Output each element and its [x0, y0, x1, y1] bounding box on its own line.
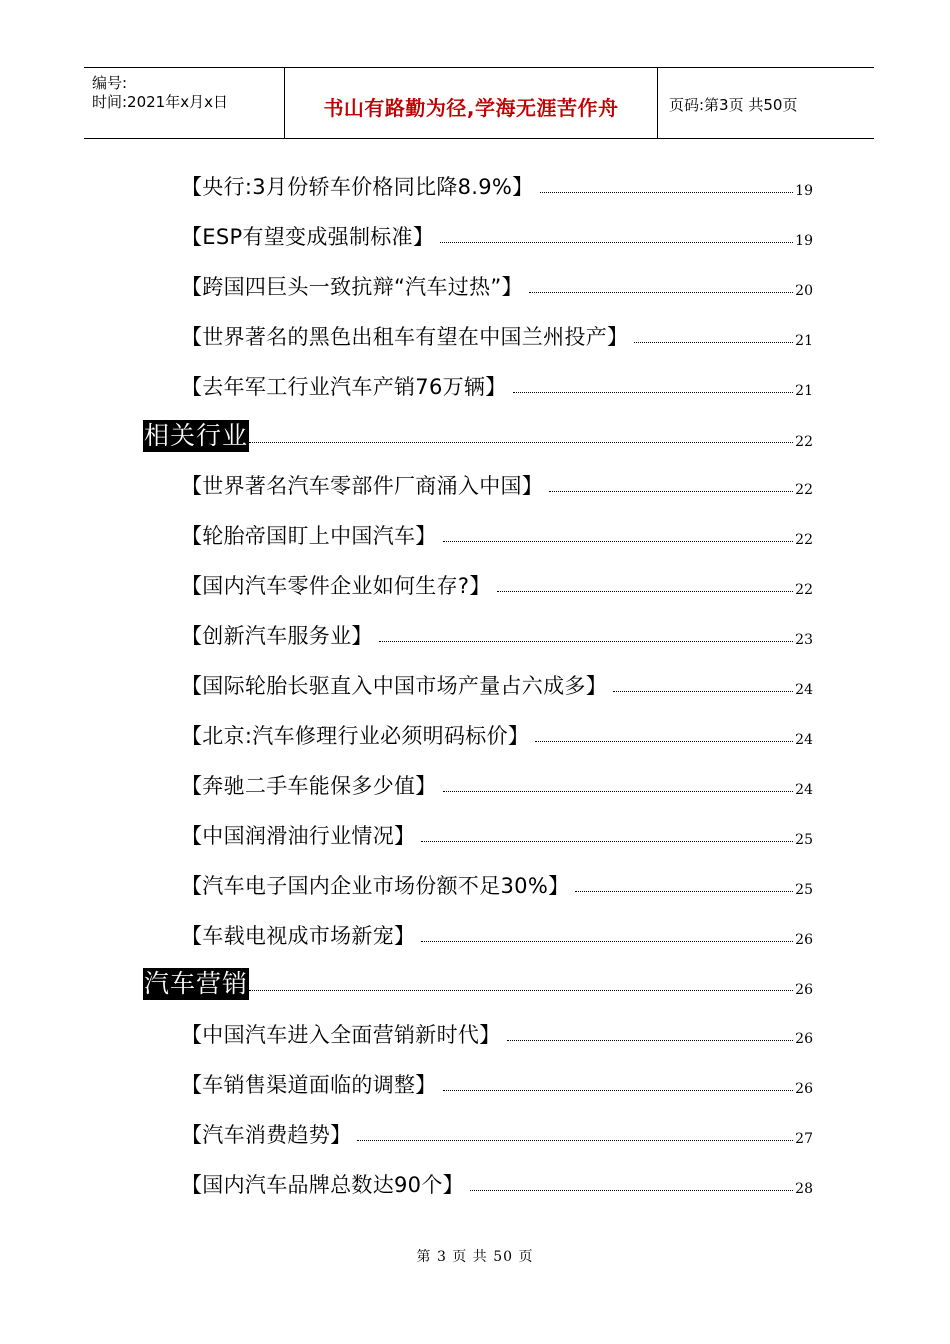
toc-entry[interactable]: [181, 167, 813, 201]
toc-entry-page: 24: [795, 782, 813, 798]
toc-entry-title: 【北京:汽车修理行业必须明码标价】: [181, 724, 530, 748]
dot-leader: [443, 1090, 794, 1091]
dot-leader: [421, 841, 793, 842]
toc-entry-title: 【去年军工行业汽车产销76万辆】: [181, 375, 507, 399]
toc-section[interactable]: [143, 416, 813, 452]
dot-leader: [634, 342, 793, 343]
toc-entry-page: 25: [795, 882, 813, 898]
toc-entry-title: 【世界著名的黑色出租车有望在中国兰州投产】: [181, 325, 629, 349]
toc-entry-title: 【汽车电子国内企业市场份额不足30%】: [181, 874, 570, 898]
toc-section-page: 22: [795, 434, 813, 450]
dot-leader: [470, 1190, 793, 1191]
dot-leader: [357, 1140, 793, 1141]
toc-entry[interactable]: [181, 466, 813, 500]
toc-entry-page: 27: [795, 1131, 813, 1147]
dot-leader: [249, 990, 793, 991]
toc-entry-page: 21: [795, 333, 813, 349]
toc-entry-title: 【车销售渠道面临的调整】: [181, 1073, 437, 1097]
toc-entry-page: 22: [795, 582, 813, 598]
dot-leader: [507, 1040, 794, 1041]
dot-leader: [549, 491, 793, 492]
toc-entry[interactable]: [181, 816, 813, 850]
toc-entry-title: 【国内汽车零件企业如何生存?】: [181, 574, 491, 598]
toc-entry-page: 19: [795, 233, 813, 249]
toc-entry[interactable]: [181, 1115, 813, 1149]
toc-entry-page: 26: [795, 1081, 813, 1097]
toc-entry-title: 【创新汽车服务业】: [181, 624, 373, 648]
number-label: 编号:: [92, 74, 128, 92]
toc-entry[interactable]: [181, 317, 813, 351]
toc-entry[interactable]: [181, 217, 813, 251]
dot-leader: [529, 292, 793, 293]
dot-leader: [443, 541, 794, 542]
toc-entry-page: 26: [795, 1031, 813, 1047]
dot-leader: [421, 941, 793, 942]
toc-entry-page: 23: [795, 632, 813, 648]
toc-entry[interactable]: [181, 1015, 813, 1049]
page-header: [84, 67, 874, 139]
toc-entry-title: 【国际轮胎长驱直入中国市场产量占六成多】: [181, 674, 607, 698]
toc-section-page: 26: [795, 982, 813, 998]
toc-entry-page: 19: [795, 183, 813, 199]
toc-entry-title: 【汽车消费趋势】: [181, 1123, 352, 1147]
toc-section-title: 相关行业: [144, 421, 249, 450]
toc-entry-title: 【国内汽车品牌总数达90个】: [181, 1173, 464, 1197]
header-motto-cell: [284, 68, 658, 138]
header-page-cell: [657, 68, 874, 138]
toc-entry-page: 25: [795, 832, 813, 848]
dot-leader: [379, 641, 793, 642]
toc-entry-title: 【央行:3月份轿车价格同比降8.9%】: [181, 175, 534, 199]
toc-entry[interactable]: [181, 766, 813, 800]
toc-entry-page: 28: [795, 1181, 813, 1197]
toc-entry[interactable]: [181, 866, 813, 900]
toc-entry-title: 【奔驰二手车能保多少值】: [181, 774, 437, 798]
page-footer: 第 3 页 共 50 页: [416, 1249, 534, 1265]
toc-entry[interactable]: [181, 566, 813, 600]
toc-entry-title: 【中国润滑油行业情况】: [181, 824, 416, 848]
toc-entry-page: 22: [795, 532, 813, 548]
toc-entry-title: 【中国汽车进入全面营销新时代】: [181, 1023, 501, 1047]
dot-leader: [440, 242, 793, 243]
toc-entry-title: 【世界著名汽车零部件厂商涌入中国】: [181, 474, 544, 498]
dot-leader: [613, 691, 793, 692]
toc-entry[interactable]: [181, 267, 813, 301]
dot-leader: [513, 392, 794, 393]
toc-entry-page: 21: [795, 383, 813, 399]
header-motto: 书山有路勤为径,学海无涯苦作舟: [323, 96, 619, 120]
dot-leader: [497, 591, 794, 592]
toc-entry-title: 【ESP有望变成强制标准】: [181, 225, 435, 249]
toc-entry[interactable]: [181, 516, 813, 550]
toc-section-title: 汽车营销: [144, 969, 249, 998]
dot-leader: [249, 442, 793, 443]
toc-section[interactable]: [143, 964, 813, 1000]
time-label: 时间:2021年x月x日: [92, 93, 228, 111]
toc-entry-page: 24: [795, 682, 813, 698]
toc-entry-title: 【轮胎帝国盯上中国汽车】: [181, 524, 437, 548]
toc-entry[interactable]: [181, 616, 813, 650]
dot-leader: [443, 791, 794, 792]
toc-entry[interactable]: [181, 1165, 813, 1199]
toc-entry[interactable]: [181, 1065, 813, 1099]
toc-entry-page: 24: [795, 732, 813, 748]
toc-entry-page: 26: [795, 932, 813, 948]
toc-entry[interactable]: [181, 666, 813, 700]
toc-entry-title: 【跨国四巨头一致抗辩“汽车过热”】: [181, 275, 523, 299]
toc-entry[interactable]: [181, 916, 813, 950]
toc-entry[interactable]: [181, 716, 813, 750]
toc-entry[interactable]: [181, 367, 813, 401]
dot-leader: [575, 891, 793, 892]
toc-entry-page: 22: [795, 482, 813, 498]
header-page-info: 页码:第3页 共50页: [669, 96, 798, 114]
dot-leader: [540, 192, 794, 193]
toc-entry-page: 20: [795, 283, 813, 299]
header-meta-cell: [84, 68, 284, 138]
toc-entry-title: 【车载电视成市场新宠】: [181, 924, 416, 948]
dot-leader: [535, 741, 793, 742]
